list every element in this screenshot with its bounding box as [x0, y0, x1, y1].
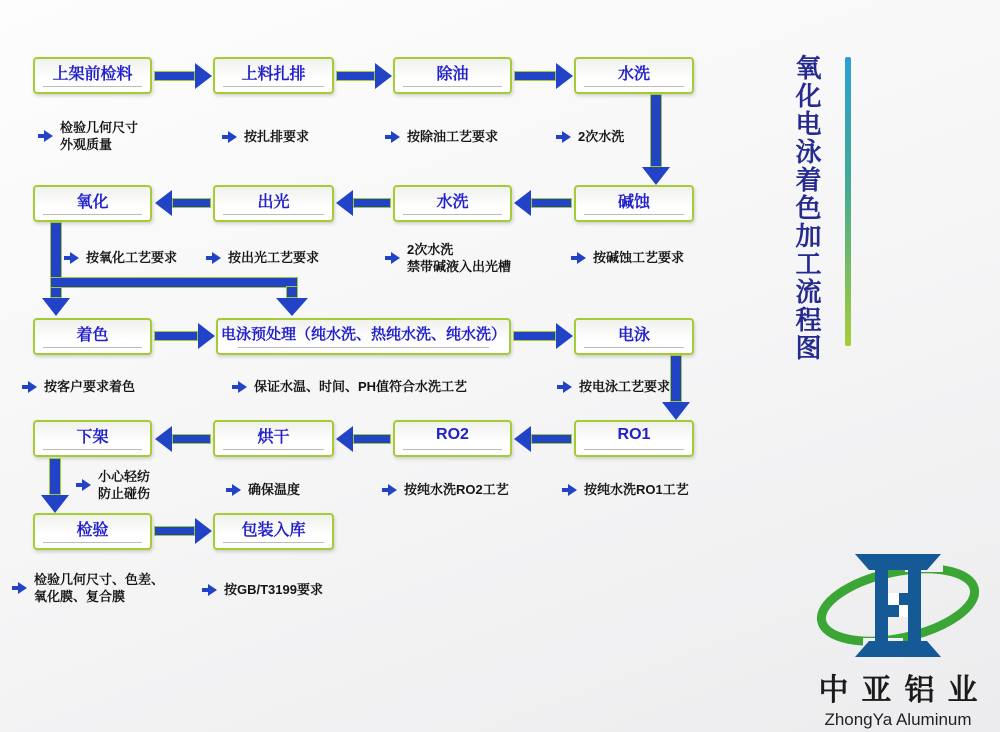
step-label: 包装入库	[241, 521, 306, 539]
flow-arrow-right-icon	[514, 71, 556, 81]
flow-arrowhead-icon	[42, 298, 70, 316]
step-label: 水洗	[617, 65, 650, 83]
note-text: 外观质量	[60, 137, 113, 152]
flow-arrowhead-icon	[155, 190, 172, 216]
flow-connector-horizontal	[50, 277, 298, 288]
note-text: 检验几何尺寸、色差、	[34, 572, 165, 587]
step-label: 烘干	[257, 428, 290, 446]
step-box-alkali-etching	[574, 185, 694, 222]
company-name-cn: 中亚铝业	[818, 674, 991, 707]
note-oxidation	[64, 249, 177, 266]
flow-arrowhead-icon	[41, 495, 69, 513]
flow-arrowhead-icon	[514, 190, 531, 216]
note-brightening	[206, 249, 319, 266]
flow-arrowhead-icon	[556, 323, 573, 349]
note-text: 按GB/T3199要求	[224, 582, 323, 597]
step-box-water-wash-1	[574, 57, 694, 94]
bullet-arrow-icon	[12, 582, 27, 594]
note-text: 禁带碱液入出光槽	[407, 259, 512, 274]
note-ro1	[562, 481, 689, 498]
bullet-arrow-icon	[232, 381, 247, 393]
step-box-packing-storage	[213, 513, 334, 550]
flow-arrow-left-icon	[531, 434, 572, 444]
flow-arrow-right-icon	[154, 71, 195, 81]
note-pretreatment	[232, 378, 467, 395]
step-box-degreasing	[393, 57, 512, 94]
step-box-water-wash-2	[393, 185, 512, 222]
bullet-arrow-icon	[571, 252, 586, 264]
note-final-inspection	[12, 571, 164, 605]
page-title: 氧化电泳着色加工流程图	[792, 54, 822, 362]
note-drying	[226, 481, 300, 498]
note-ro2	[382, 481, 509, 498]
step-label: RO2	[436, 426, 469, 443]
flow-arrowhead-icon	[336, 190, 353, 216]
company-logo-emblem-icon	[813, 548, 983, 663]
bullet-arrow-icon	[76, 479, 91, 491]
step-box-inspection	[33, 513, 152, 550]
bullet-arrow-icon	[385, 131, 400, 143]
note-text: 按出光工艺要求	[228, 250, 320, 265]
flow-arrowhead-icon	[336, 426, 353, 452]
step-box-electrophoresis	[574, 318, 694, 355]
step-label: 电泳	[617, 326, 650, 344]
step-label: 出光	[257, 193, 290, 211]
note-coloring	[22, 378, 135, 395]
flow-arrow-right-icon	[154, 331, 198, 341]
note-text: 按碱蚀工艺要求	[593, 250, 685, 265]
flow-arrowhead-icon	[155, 426, 172, 452]
bullet-arrow-icon	[385, 252, 400, 264]
step-label: 除油	[436, 65, 469, 83]
step-label: RO1	[617, 426, 651, 443]
step-box-pre-rack-inspection	[33, 57, 152, 94]
flow-arrow-right-icon	[513, 331, 556, 341]
step-box-electrophoresis-pretreatment	[216, 318, 511, 355]
note-text: 氧化膜、复合膜	[34, 589, 126, 604]
flow-arrowhead-icon	[375, 63, 392, 89]
flow-arrow-left-icon	[353, 434, 391, 444]
note-text: 保证水温、时间、PH值符合水洗工艺	[254, 379, 468, 394]
bullet-arrow-icon	[202, 584, 217, 596]
flow-arrow-down-icon	[49, 458, 61, 495]
note-text: 2次水洗	[407, 242, 454, 257]
note-text: 按客户要求着色	[44, 379, 136, 394]
bullet-arrow-icon	[206, 252, 221, 264]
note-unracking	[76, 468, 150, 502]
step-box-ro1	[574, 420, 694, 457]
step-box-ro2	[393, 420, 512, 457]
flow-arrow-right-icon	[154, 526, 195, 536]
bullet-arrow-icon	[38, 130, 53, 142]
flow-arrowhead-icon	[556, 63, 573, 89]
note-water-wash-2	[385, 241, 511, 275]
bullet-arrow-icon	[556, 131, 571, 143]
bullet-arrow-icon	[222, 131, 237, 143]
step-label: 碱蚀	[617, 193, 650, 211]
flow-arrow-left-icon	[172, 198, 211, 208]
flow-arrowhead-icon	[642, 167, 670, 185]
title-accent-bar	[845, 57, 851, 346]
step-box-brightening	[213, 185, 334, 222]
note-electrophoresis	[557, 378, 670, 395]
bullet-arrow-icon	[22, 381, 37, 393]
step-label: 检验	[76, 521, 109, 539]
flow-arrowhead-icon	[195, 518, 212, 544]
step-box-drying	[213, 420, 334, 457]
note-text: 小心轻纺	[98, 469, 151, 484]
note-alkali-etching	[571, 249, 684, 266]
step-label: 氧化	[76, 193, 109, 211]
step-label: 上架前检料	[52, 65, 133, 83]
step-label: 着色	[76, 326, 109, 344]
step-box-loading-racking	[213, 57, 334, 94]
flow-arrow-down-icon	[650, 94, 662, 167]
bullet-arrow-icon	[557, 381, 572, 393]
flow-arrow-left-icon	[531, 198, 572, 208]
step-label: 下架	[76, 428, 109, 446]
note-text: 按纯水洗RO1工艺	[584, 482, 689, 497]
note-text: 按除油工艺要求	[407, 129, 499, 144]
step-box-coloring	[33, 318, 152, 355]
flow-arrowhead-icon	[662, 402, 690, 420]
note-text: 按纯水洗RO2工艺	[404, 482, 509, 497]
note-text: 确保温度	[248, 482, 301, 497]
step-label: 水洗	[436, 193, 469, 211]
bullet-arrow-icon	[562, 484, 577, 496]
flow-arrowhead-icon	[198, 323, 215, 349]
flow-arrowhead-icon	[195, 63, 212, 89]
step-label: 上料扎排	[241, 65, 306, 83]
note-text: 2次水洗	[578, 129, 625, 144]
flow-arrow-left-icon	[172, 434, 211, 444]
flow-arrowhead-icon	[276, 298, 308, 316]
note-text: 按电泳工艺要求	[579, 379, 671, 394]
step-box-oxidation	[33, 185, 152, 222]
note-text: 检验几何尺寸	[60, 120, 139, 135]
flow-connector-stub	[286, 286, 298, 298]
note-water-wash-1	[556, 128, 624, 145]
note-degreasing	[385, 128, 498, 145]
flow-arrowhead-icon	[514, 426, 531, 452]
bullet-arrow-icon	[64, 252, 79, 264]
note-text: 按氧化工艺要求	[86, 250, 178, 265]
note-text: 按扎排要求	[244, 129, 310, 144]
flow-arrow-right-icon	[336, 71, 375, 81]
company-logo	[798, 548, 998, 730]
note-text: 防止碰伤	[98, 486, 151, 501]
step-label: 电泳预处理（纯水洗、热纯水洗、纯水洗）	[220, 325, 506, 343]
flow-arrow-down-icon	[670, 355, 682, 402]
bullet-arrow-icon	[382, 484, 397, 496]
company-name-en: ZhongYa Aluminum	[824, 710, 972, 729]
note-pre-rack-inspection	[38, 119, 138, 153]
note-racking	[222, 128, 309, 145]
bullet-arrow-icon	[226, 484, 241, 496]
flow-arrow-left-icon	[353, 198, 391, 208]
note-packing	[202, 581, 323, 598]
step-box-unracking	[33, 420, 152, 457]
